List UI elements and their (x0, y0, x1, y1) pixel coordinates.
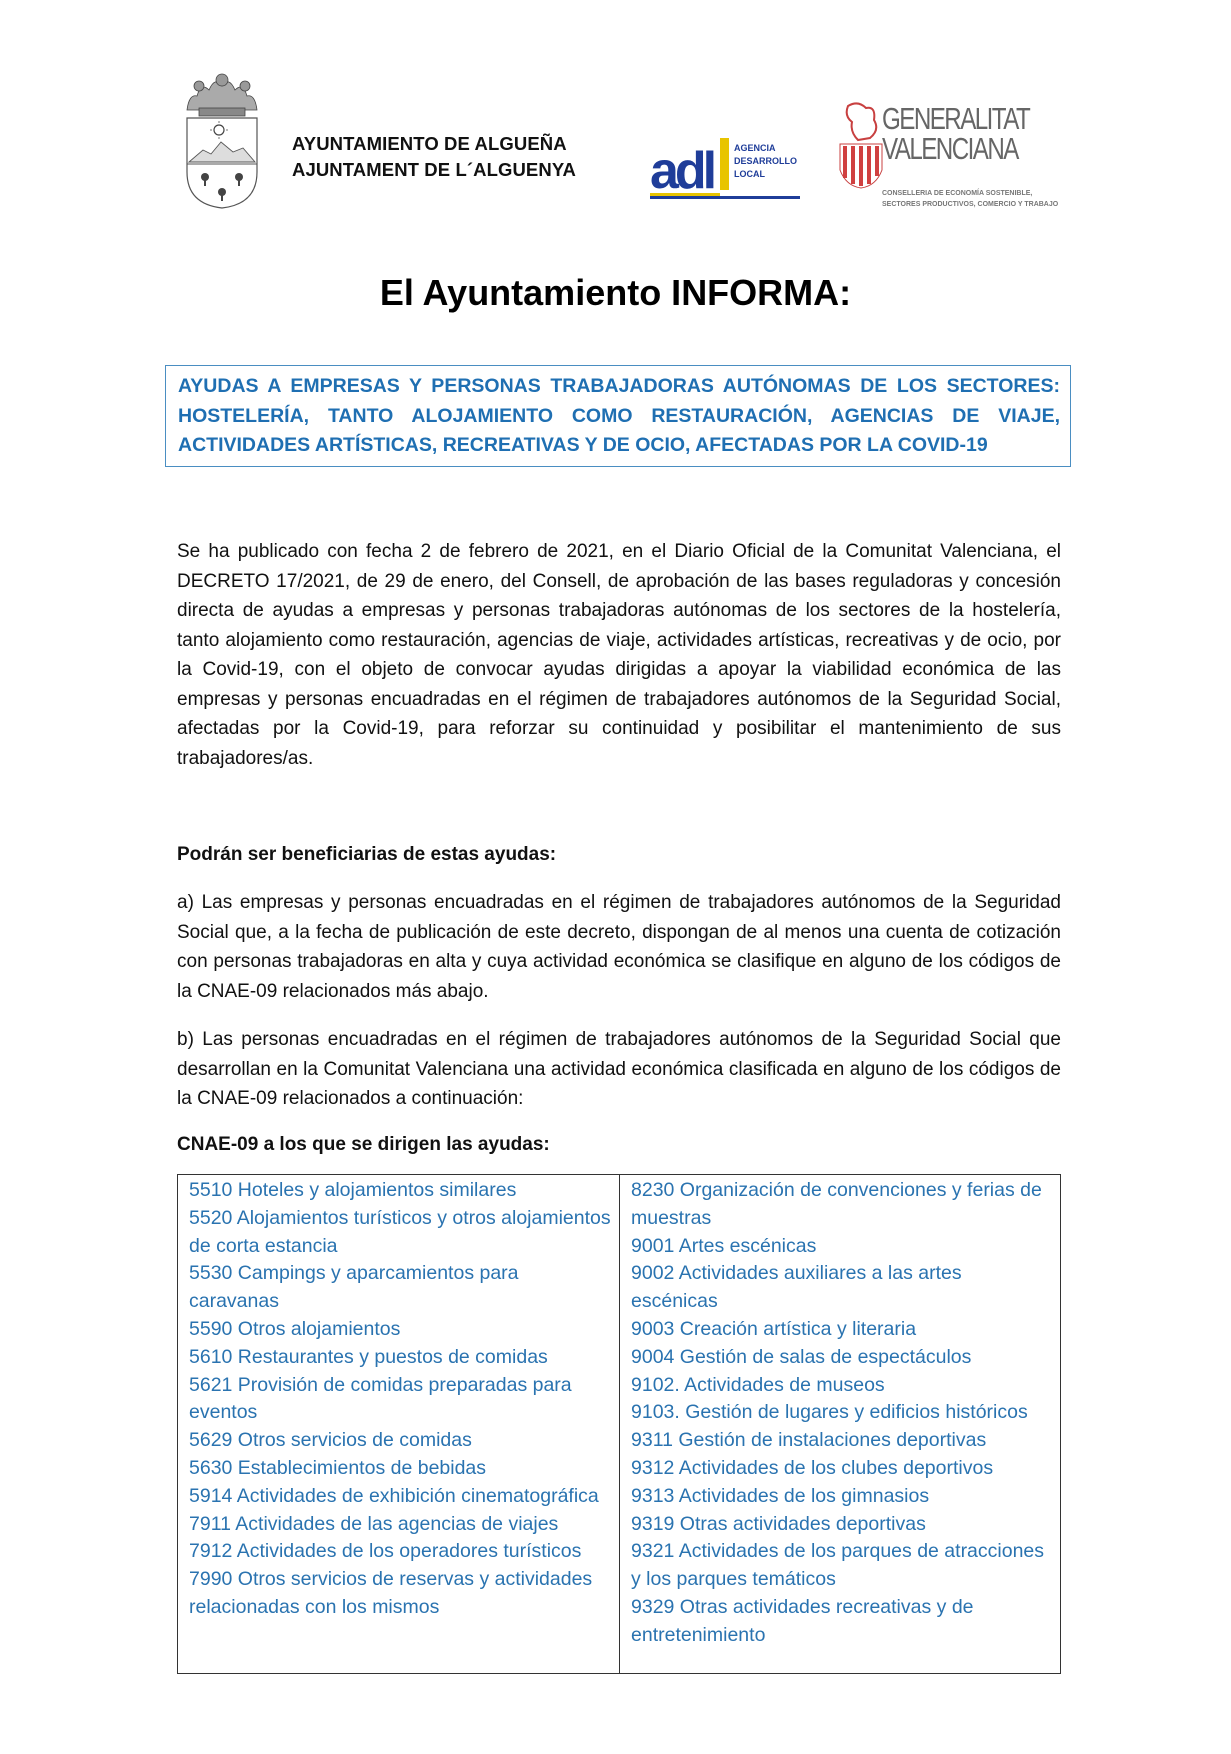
cnae-item: 7990 Otros servicios de reservas y actividades relacionadas con los mismos (189, 1568, 593, 1618)
cnae-item: 9004 Gestión de salas de espectáculos (631, 1345, 972, 1368)
cnae-item: 9329 Otras actividades recreativas y de entretenimiento (631, 1595, 974, 1646)
adl-line-1: AGENCIA (734, 143, 776, 153)
cnae-item: 5530 Campings y aparcamientos para caravanas (189, 1262, 519, 1313)
page-title: El Ayuntamiento INFORMA: (379, 272, 852, 313)
cnae-item: 7911 Actividades de las agencias de viajes (189, 1512, 559, 1535)
beneficiaries-a (177, 888, 1061, 1006)
cnae-item: 5621 Provisión de comidas preparadas para eventos (189, 1373, 572, 1424)
cnae-item: 7912 Actividades de los operadores turísticos (189, 1540, 582, 1563)
cnae-item: 5590 Otros alojamientos (189, 1317, 401, 1340)
banner-line-3: ACTIVIDADES ARTÍSTICAS, RECREATIVAS Y DE OCIO, AFECTADAS POR LA COVID-19 (178, 434, 988, 456)
municipality-name-va: AJUNTAMENT DE L´ALGUENYA (292, 159, 577, 180)
adl-line-3: LOCAL (734, 169, 765, 179)
cnae-item: 9313 Actividades de los gimnasios (631, 1484, 930, 1507)
generalitat-valenciana-logo (836, 100, 1066, 220)
municipality-name (292, 131, 576, 183)
cnae-item: 9002 Actividades auxiliares a las artes escénicas (631, 1262, 962, 1313)
cnae-item: 5520 Alojamientos turísticos y otros alojamientos de corta estancia (189, 1206, 611, 1257)
cnae-item: 9102. Actividades de museos (631, 1373, 885, 1396)
gva-line-1: GENERALITAT (882, 101, 1030, 136)
cnae-item: 5630 Establecimientos de bebidas (189, 1456, 487, 1479)
adl-mark: adl (650, 142, 714, 200)
cnae-item: 9003 Creación artística y literaria (631, 1317, 917, 1340)
cnae-column-left (178, 1175, 620, 1673)
cnae-item: 5610 Restaurantes y puestos de comidas (189, 1345, 548, 1368)
beneficiaries-b (177, 1025, 1061, 1114)
banner-line-2: HOSTELERÍA, TANTO ALOJAMIENTO COMO RESTAURACIÓN, AGENCIAS DE VIAJE, (178, 404, 1060, 427)
cnae-item: 5914 Actividades de exhibición cinematográfica (189, 1484, 599, 1507)
cnae-item: 9103. Gestión de lugares y edificios históricos (631, 1401, 1028, 1424)
cnae-item: 5629 Otros servicios de comidas (189, 1429, 472, 1452)
intro-paragraph (177, 537, 1061, 773)
cnae-column-right (620, 1175, 1060, 1673)
cnae-table (177, 1174, 1061, 1674)
cnae-item: 9312 Actividades de los clubes deportivos (631, 1456, 994, 1479)
coat-of-arms-logo (177, 72, 267, 212)
beneficiaries-a-text: a) Las empresas y personas encuadradas en el régimen de trabajadores autónomos de la Seguridad Social que, a la fecha de publicación de este decreto, dispongan de al menos una cuenta de cotización con personas trabajadoras en alta y cuya actividad económica se clasifique en alguno de los códigos de la CNAE-09 relacionados más abajo. (177, 892, 1061, 1002)
gva-subline-1: CONSELLERIA DE ECONOMÍA SOSTENIBLE, (882, 190, 1033, 197)
cnae-item: 8230 Organización de convenciones y ferias de muestras (631, 1179, 1042, 1229)
gva-subline-2: SECTORES PRODUCTIVOS, COMERCIO Y TRABAJO (882, 201, 1059, 208)
adl-line-2: DESARROLLO (734, 156, 797, 166)
beneficiaries-b-text: b) Las personas encuadradas en el régimen de trabajadores autónomos de la Seguridad Social que desarrollan en la Comunitat Valenciana una actividad económica clasificada en alguno de los códigos de la CNAE-09 relacionados a continuación: (177, 1029, 1061, 1109)
cnae-item: 9001 Artes escénicas (631, 1234, 817, 1257)
gva-line-2: VALENCIANA (882, 131, 1018, 166)
intro-text: Se ha publicado con fecha 2 de febrero de 2021, en el Diario Oficial de la Comunitat Valenciana, el DECRETO 17/2021, de 29 de enero, del Consell, de aprobación de las bases reguladoras y concesión directa de ayudas a empresas y personas trabajadoras autónomas de los sectores de la hostelería, tanto alojamiento como restauración, agencias de viaje, actividades artísticas, recreativas y de ocio, por la Covid-19, con el objeto de convocar ayudas dirigidas a apoyar la viabilidad económica de las empresas y personas encuadradas en el régimen de trabajadores autónomos de la Seguridad Social, afectadas por la Covid-19, para reforzar su continuidad y posibilitar el mantenimiento de sus trabajadores/as. (177, 541, 1061, 769)
cnae-item: 9321 Actividades de los parques de atracciones y los parques temáticos (631, 1540, 1045, 1591)
municipality-name-es: AYUNTAMIENTO DE ALGUEÑA (292, 133, 567, 154)
cnae-heading: CNAE-09 a los que se dirigen las ayudas: (177, 1134, 550, 1155)
cnae-item: 9311 Gestión de instalaciones deportivas (631, 1429, 987, 1452)
cnae-item: 9319 Otras actividades deportivas (631, 1512, 926, 1535)
beneficiaries-heading: Podrán ser beneficiarias de estas ayudas: (177, 844, 557, 865)
cnae-item: 5510 Hoteles y alojamientos similares (189, 1179, 517, 1201)
adl-logo (650, 132, 800, 202)
announcement-banner (165, 365, 1071, 467)
banner-line-1: AYUDAS A EMPRESAS Y PERSONAS TRABAJADORAS AUTÓNOMAS DE LOS SECTORES: (178, 375, 1060, 397)
